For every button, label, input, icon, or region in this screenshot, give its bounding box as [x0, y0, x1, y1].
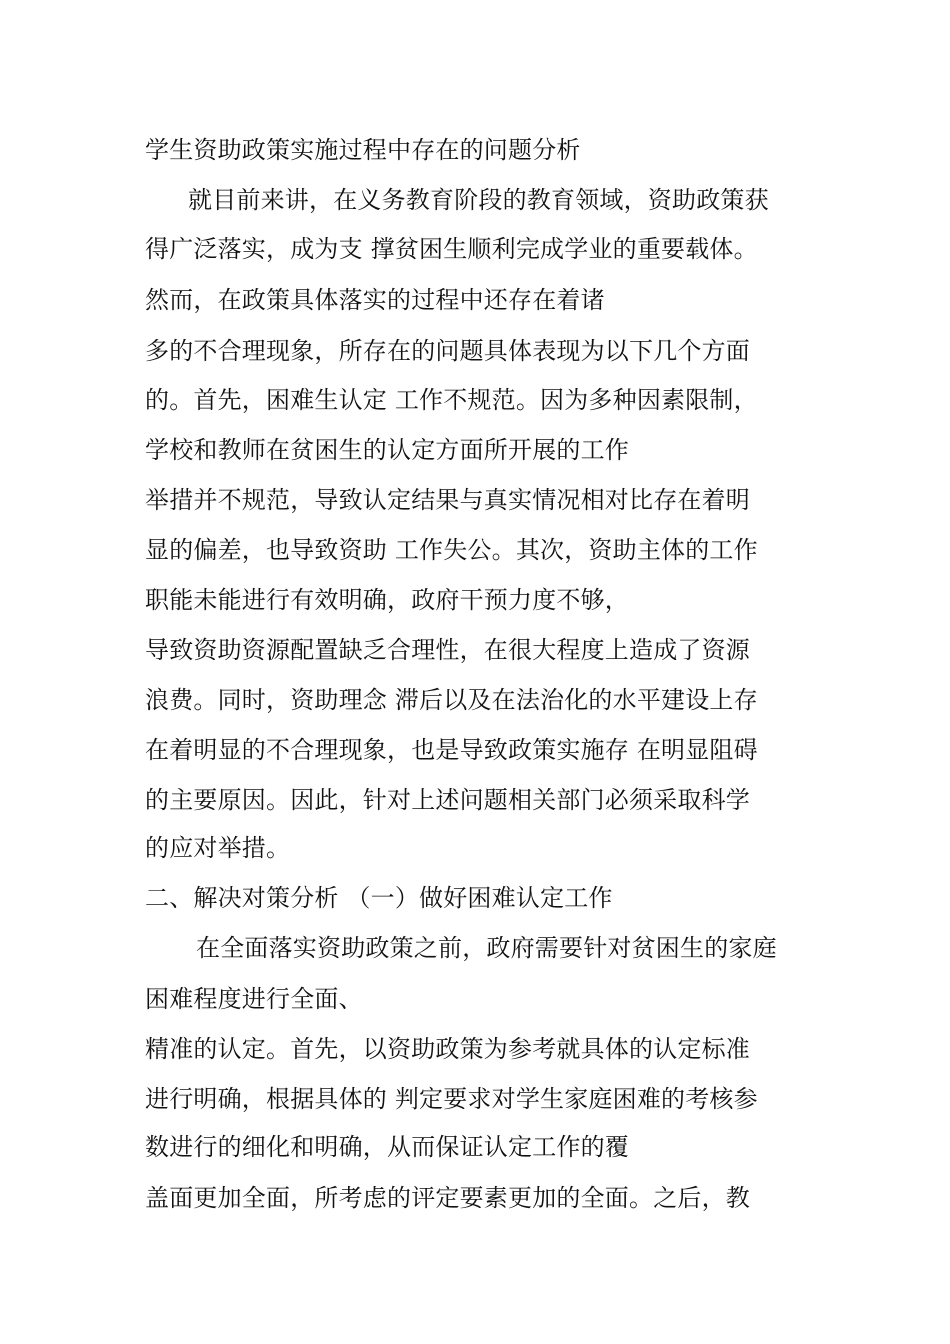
paragraph-line: 导致资助资源配置缺乏合理性，在很大程度上造成了资源 — [145, 636, 750, 664]
paragraph-line: 然而，在政策具体落实的过程中还存在着诸 — [145, 286, 605, 314]
paragraph-line: 职能未能进行有效明确，政府干预力度不够， — [145, 586, 629, 614]
paragraph-line: 的主要原因。因此，针对上述问题相关部门必须采取科学 — [145, 786, 750, 814]
paragraph-line: 进行明确，根据具体的 判定要求对学生家庭困难的考核参 — [145, 1085, 758, 1113]
paragraph-line: 困难程度进行全面、 — [145, 985, 363, 1013]
paragraph-line: 得广泛落实，成为支 撑贫困生顺利完成学业的重要载体。 — [145, 235, 758, 263]
paragraph-line: 就目前来讲，在义务教育阶段的教育领域，资助政策获 — [188, 186, 769, 214]
paragraph-line: 的。首先，困难生认定 工作不规范。因为多种因素限制， — [145, 386, 758, 414]
paragraph-line: 数进行的细化和明确，从而保证认定工作的覆 — [145, 1133, 629, 1161]
paragraph-line: 盖面更加全面，所考虑的评定要素更加的全面。之后，教 — [145, 1184, 750, 1212]
paragraph-line: 显的偏差，也导致资助 工作失公。其次，资助主体的工作 — [145, 536, 758, 564]
section-title: 学生资助政策实施过程中存在的问题分析 — [145, 136, 581, 164]
paragraph-line: 举措并不规范，导致认定结果与真实情况相对比存在着明 — [145, 486, 750, 514]
paragraph-line: 精准的认定。首先，以资助政策为参考就具体的认定标准 — [145, 1035, 750, 1063]
paragraph-line: 多的不合理现象，所存在的问题具体表现为以下几个方面 — [145, 337, 750, 365]
paragraph-line: 学校和教师在贫困生的认定方面所开展的工作 — [145, 436, 629, 464]
paragraph-line: 在全面落实资助政策之前，政府需要针对贫困生的家庭 — [196, 934, 777, 962]
section-heading: 二、解决对策分析 （一）做好困难认定工作 — [145, 884, 613, 912]
paragraph-line: 的应对举措。 — [145, 834, 291, 862]
paragraph-line: 在着明显的不合理现象，也是导致政策实施存 在明显阻碍 — [145, 736, 758, 764]
paragraph-line: 浪费。同时，资助理念 滞后以及在法治化的水平建设上存 — [145, 686, 758, 714]
